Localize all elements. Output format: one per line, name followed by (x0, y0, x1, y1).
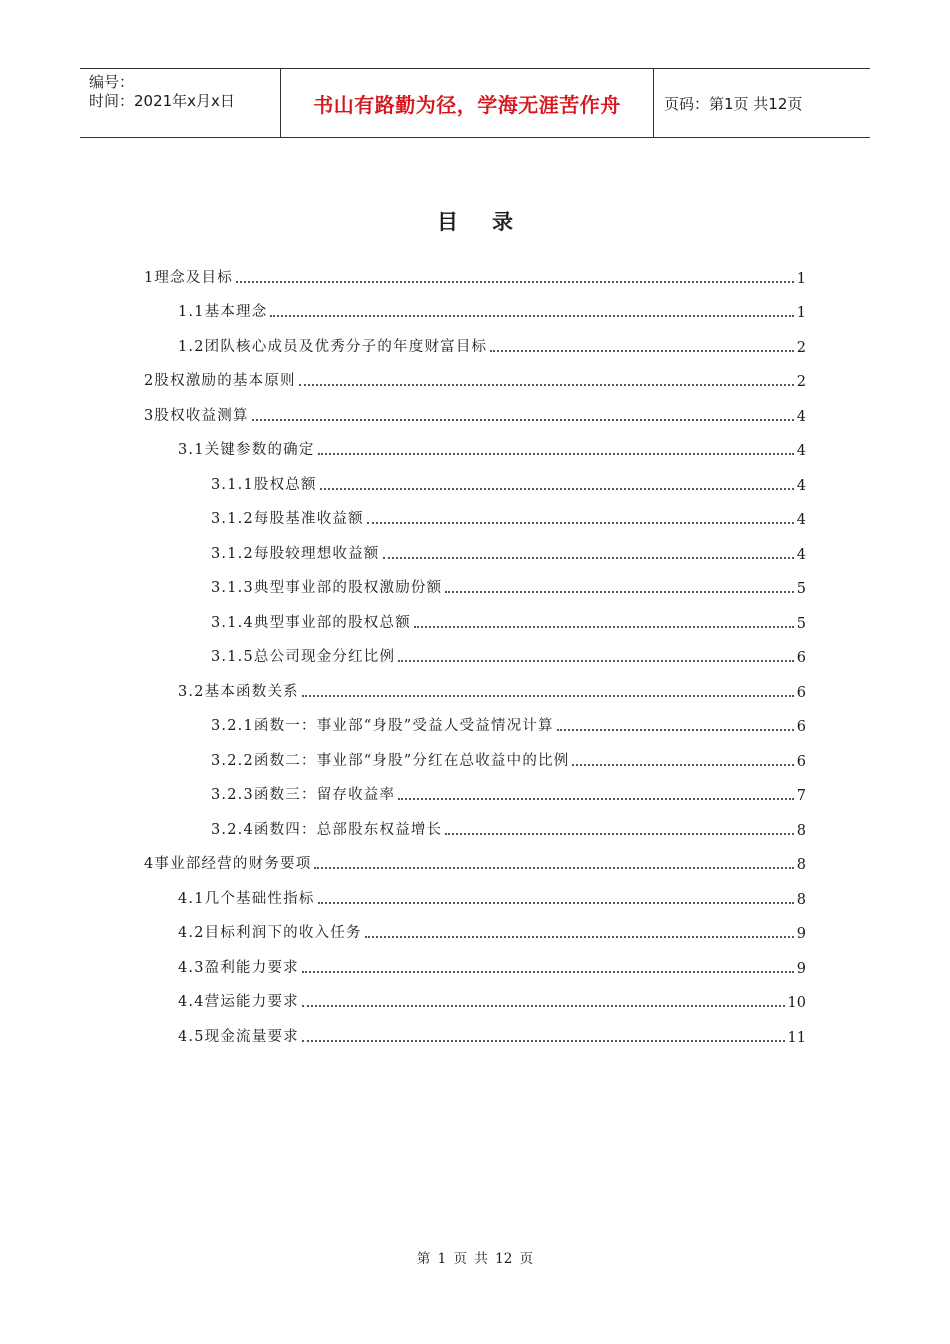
header-number-label: 编号： (89, 73, 135, 91)
toc-leader (302, 971, 794, 973)
toc-entry[interactable] (144, 770, 806, 805)
toc-entry-page: 9 (796, 960, 806, 977)
toc-entry-text: 3.1.1股权总额 (211, 476, 317, 493)
toc-entry-text: 3股权收益测算 (144, 407, 249, 424)
toc-leader (398, 798, 794, 800)
toc-entry-page: 2 (796, 374, 806, 390)
toc-entry[interactable] (144, 908, 806, 943)
toc-entry-page: 6 (796, 719, 806, 735)
toc-entry-page: 4 (796, 512, 806, 528)
toc-entry-text: 3.2.2函数二：事业部“身股”分红在总收益中的比例 (211, 752, 570, 769)
toc-entry[interactable] (144, 528, 806, 563)
toc-entry[interactable] (144, 632, 806, 667)
toc-entry[interactable] (144, 321, 806, 356)
header-meta (80, 69, 281, 137)
toc-leader (318, 453, 794, 455)
toc-entry-text: 4.2目标利润下的收入任务 (178, 925, 362, 941)
toc-leader (445, 833, 793, 835)
toc-leader (302, 695, 794, 697)
toc-entry[interactable] (144, 252, 806, 287)
toc-leader (383, 557, 794, 559)
header-page-label: 页码：第1页 共12页 (664, 94, 803, 113)
toc-leader (557, 729, 794, 731)
toc-entry-page: 8 (796, 822, 806, 839)
toc-leader (302, 1040, 785, 1042)
toc-entry-text: 1理念及目标 (144, 269, 233, 286)
toc-entry-text: 4.1几个基础性指标 (178, 890, 315, 907)
toc-entry[interactable] (144, 666, 806, 701)
toc-entry[interactable] (144, 804, 806, 839)
toc-entry[interactable] (144, 425, 806, 460)
toc-entry-text: 3.2.4函数四：总部股东权益增长 (211, 821, 443, 838)
toc-entry-page: 8 (796, 891, 806, 908)
toc-entry[interactable] (144, 356, 806, 391)
toc-entry-page: 6 (796, 753, 806, 770)
toc-leader (314, 867, 793, 869)
toc-entry[interactable] (144, 701, 806, 736)
toc-entry[interactable] (144, 839, 806, 874)
toc-entry[interactable] (144, 873, 806, 908)
toc-entry-text: 2股权激励的基本原则 (144, 373, 296, 389)
toc-entry-page: 4 (796, 408, 806, 425)
toc-entry[interactable] (144, 494, 806, 529)
toc-leader (445, 591, 793, 593)
toc-entry-page: 11 (787, 1029, 806, 1046)
toc-entry-page: 6 (796, 684, 806, 701)
header-time-label: 时间：2021年x月x日 (89, 92, 235, 110)
toc-leader (252, 419, 794, 421)
toc-entry-page: 4 (796, 443, 806, 459)
toc-leader (318, 902, 794, 904)
toc-entry[interactable] (144, 1011, 806, 1046)
toc-entry[interactable] (144, 287, 806, 322)
toc-leader (572, 764, 793, 766)
toc-entry-text: 1.1基本理念 (178, 304, 268, 320)
toc-entry[interactable] (144, 459, 806, 494)
toc-entry-page: 9 (796, 926, 806, 942)
toc-entry-page: 7 (796, 788, 806, 804)
toc-entry[interactable] (144, 942, 806, 977)
toc-entry-text: 4事业部经营的财务要项 (144, 856, 312, 872)
toc-entry-text: 3.1.5总公司现金分红比例 (211, 649, 396, 665)
toc-leader (398, 660, 794, 662)
toc-title: 目录 (437, 209, 547, 234)
toc-entry[interactable] (144, 390, 806, 425)
toc-entry[interactable] (144, 977, 806, 1012)
toc-entry-text: 3.1.2每股基准收益额 (211, 511, 364, 527)
toc-leader (320, 488, 794, 490)
toc-entry-page: 1 (796, 270, 806, 287)
toc-entry-text: 3.2基本函数关系 (178, 683, 299, 700)
toc-leader (302, 1005, 785, 1007)
toc-entry-page: 4 (796, 477, 806, 494)
toc-entry-page: 8 (796, 857, 806, 873)
toc-entry-text: 4.5现金流量要求 (178, 1028, 299, 1045)
toc-entry[interactable] (144, 597, 806, 632)
toc-entry-page: 1 (796, 305, 806, 321)
toc-list (144, 252, 806, 1046)
toc-entry-text: 3.2.1函数一：事业部“身股”受益人受益情况计算 (211, 718, 554, 734)
page-footer: 第 1 页 共 12 页 (416, 1251, 534, 1267)
toc-entry-text: 4.4营运能力要求 (178, 994, 299, 1010)
toc-leader (365, 936, 794, 938)
toc-leader (490, 350, 794, 352)
toc-entry-text: 3.2.3函数三：留存收益率 (211, 787, 396, 803)
toc-entry-text: 4.3盈利能力要求 (178, 959, 299, 976)
toc-leader (270, 315, 793, 317)
toc-leader (299, 384, 794, 386)
toc-entry-text: 3.1.3典型事业部的股权激励份额 (211, 580, 443, 596)
toc-entry-text: 3.1.2每股较理想收益额 (211, 545, 380, 562)
toc-entry-page: 5 (796, 615, 806, 632)
toc-entry-text: 3.1关键参数的确定 (178, 442, 315, 458)
header-page-cell (654, 69, 870, 137)
toc-leader (236, 281, 794, 283)
toc-entry-page: 6 (796, 650, 806, 666)
toc-entry-page: 4 (796, 546, 806, 563)
toc-entry-text: 1.2团队核心成员及优秀分子的年度财富目标 (178, 338, 488, 355)
toc-entry[interactable] (144, 735, 806, 770)
toc-leader (367, 522, 794, 524)
toc-entry-text: 3.1.4典型事业部的股权总额 (211, 614, 411, 631)
toc-entry[interactable] (144, 563, 806, 598)
toc-leader (414, 626, 794, 628)
toc-entry-page: 2 (796, 339, 806, 356)
toc-entry-page: 5 (796, 581, 806, 597)
page-header (80, 68, 870, 138)
header-motto-cell (281, 69, 654, 137)
toc-entry-page: 10 (787, 995, 806, 1011)
header-motto: 书山有路勤为径，学海无涯苦作舟 (313, 92, 621, 117)
